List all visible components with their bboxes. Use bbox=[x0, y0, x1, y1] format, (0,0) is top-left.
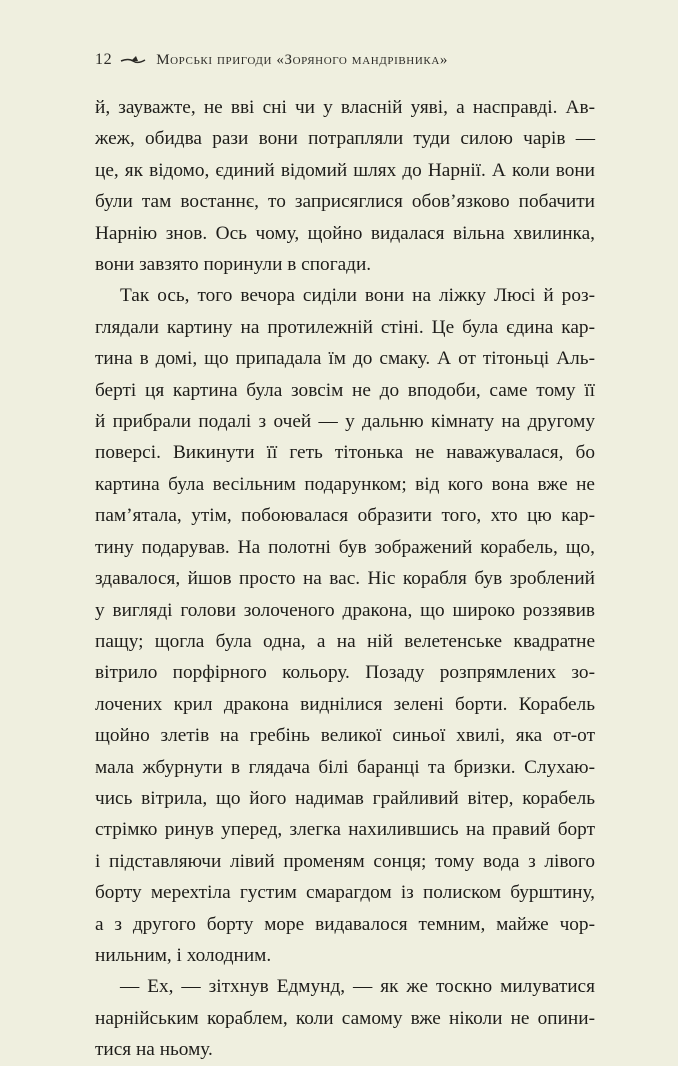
text-line: нильним, і холодним. bbox=[95, 944, 272, 966]
text-line: жеж, обидва рази вони потрапляли туди силою чарів — bbox=[95, 128, 595, 150]
text-line: вони завзято поринули в спогади. bbox=[95, 254, 372, 276]
text-line: здавалося, йшов просто на вас. Ніс корабля був зроблений bbox=[95, 568, 595, 590]
text-line: були там востаннє, то заприсяглися обов’язково побачити bbox=[95, 191, 595, 213]
text-line: поверсі. Викинути її геть тітонька не наважувалася, бо bbox=[95, 442, 595, 464]
text-line: глядали картину на протилежній стіні. Це була єдина кар- bbox=[95, 316, 595, 338]
text-line: Нарнію знов. Ось чому, щойно видалася вільна хвилинка, bbox=[95, 222, 595, 244]
text-line: пам’ятала, утім, побоювалася образити того, хто цю кар- bbox=[95, 505, 595, 527]
text-line: тина в домі, що припадала їм до смаку. А от тітоньці Аль- bbox=[95, 348, 595, 370]
text-line: вітрило порфірного кольору. Позаду розпрямлених зо- bbox=[95, 662, 595, 684]
paragraph bbox=[95, 971, 595, 1065]
text-line: й, зауважте, не вві сні чи у власній уяві, а насправді. Ав- bbox=[95, 97, 595, 118]
text-line: стрімко ринув уперед, злегка нахилившись на правий борт bbox=[95, 819, 595, 841]
text-line: пащу; щогла була одна, а на ній велетенське квадратне bbox=[95, 630, 595, 652]
text-line: нарнійським кораблем, коли самому вже ніколи не опини- bbox=[95, 1007, 595, 1029]
text-line: Так ось, того вечора сиділи вони на ліжку Люсі й роз- bbox=[120, 285, 595, 307]
paragraph bbox=[95, 280, 595, 971]
text-line: чись вітрила, що його надимав грайливий вітер, корабель bbox=[95, 787, 595, 809]
text-line: картина була весільним подарунком; від кого вона вже не bbox=[95, 473, 595, 495]
paragraph bbox=[95, 92, 595, 280]
text-line: це, як відомо, єдиний відомий шлях до Нарнії. А коли вони bbox=[95, 159, 595, 181]
body-text bbox=[95, 92, 595, 1066]
running-title: Морські пригоди «Зоряного мандрівника» bbox=[156, 51, 448, 68]
running-head bbox=[95, 50, 448, 70]
page-number: 12 bbox=[95, 51, 113, 68]
text-line: борту мерехтіла густим смарагдом із полиском бурштину, bbox=[95, 882, 595, 904]
text-line: — Ех, — зітхнув Едмунд, — як же тоскно милуватися bbox=[120, 976, 595, 998]
text-line: лочених крил дракона виднілися зелені борти. Корабель bbox=[95, 693, 595, 715]
text-line: тися на ньому. bbox=[95, 1039, 213, 1061]
text-line: а з другого борту море видавалося темним, майже чор- bbox=[95, 913, 595, 935]
text-line: щойно злетів на гребінь великої синьої хвилі, яка от-от bbox=[95, 725, 595, 747]
text-line: мала жбурнути в глядача білі баранці та бризки. Слухаю- bbox=[95, 756, 595, 778]
text-line: берті ця картина була зовсім не до вподоби, саме тому її bbox=[95, 379, 595, 401]
text-line: у вигляді голови золоченого дракона, що широко роззявив bbox=[95, 599, 595, 621]
text-line: й прибрали подалі з очей — у дальню кімнату на другому bbox=[95, 411, 595, 433]
text-line: і підставляючи лівий променям сонця; тому вода з лівого bbox=[95, 850, 595, 872]
text-line: тину подарував. На полотні був зображений корабель, що, bbox=[95, 536, 595, 558]
ship-ornament-icon bbox=[120, 54, 146, 66]
